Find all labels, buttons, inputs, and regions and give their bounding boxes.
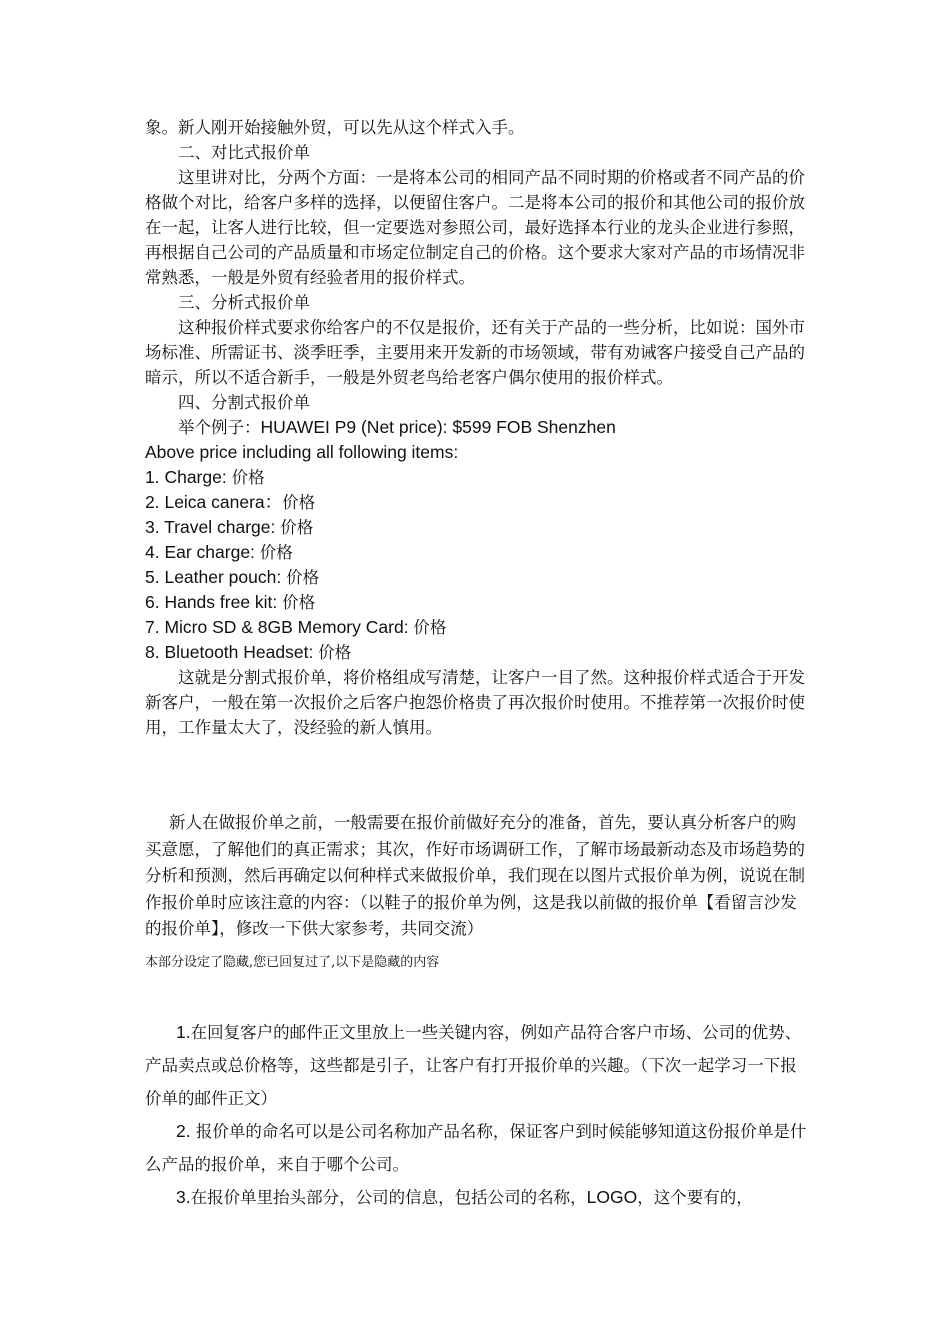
- list-item: 7. Micro SD & 8GB Memory Card: 价格: [145, 617, 447, 637]
- heading-analysis-quote: 三、分析式报价单: [178, 293, 310, 312]
- hidden-content-note: 本部分设定了隐藏,您已回复过了,以下是隐藏的内容: [145, 955, 440, 970]
- preparation-section: [145, 810, 811, 943]
- preparation-paragraph: 新人在做报价单之前，一般需要在报价前做好充分的准备，首先，要认真分析客户的购买意愿，了解他们的真正需求；其次，作好市场调研工作，了解市场最新动态及市场趋势的分析和预测，然后再确定以何种样式来做报价单，我们现在以图片式报价单为例，说说在制作报价单时应该注意的内容：（以鞋子的报价单为例，这是我以前做的报价单【看留言沙发的报价单】，修改一下供大家参考，共同交流）: [145, 813, 805, 938]
- tip-3: 3.在报价单里抬头部分，公司的信息，包括公司的名称，LOGO，这个要有的，: [176, 1187, 753, 1207]
- heading-split-quote: 四、分割式报价单: [178, 393, 310, 412]
- above-price-line: Above price including all following items:: [145, 442, 459, 462]
- list-item: 6. Hands free kit: 价格: [145, 592, 316, 612]
- list-item: 8. Bluetooth Headset: 价格: [145, 642, 352, 662]
- list-item: 4. Ear charge: 价格: [145, 542, 293, 562]
- list-item: 5. Leather pouch: 价格: [145, 567, 320, 587]
- split-quote-paragraph: 这就是分割式报价单，将价格组成写清楚，让客户一目了然。这种报价样式适合于开发新客户，一般在第一次报价之后客户抱怨价格贵了再次报价时使用。不推荐第一次报价时使用，工作量太大了，没经验的新人慎用。: [145, 668, 805, 737]
- hidden-content-note-block: [145, 953, 811, 973]
- intro-tail-paragraph: 象。新人刚开始接触外贸，可以先从这个样式入手。: [145, 118, 525, 137]
- quote-types-section: [145, 115, 811, 740]
- analysis-quote-paragraph: 这种报价样式要求你给客户的不仅是报价，还有关于产品的一些分析，比如说：国外市场标准、所需证书、淡季旺季，主要用来开发新的市场领域，带有劝诫客户接受自己产品的暗示，所以不适合新手，一般是外贸老鸟给老客户偶尔使用的报价样式。: [145, 318, 805, 387]
- tips-section: [145, 1016, 811, 1214]
- tip-1: 1.在回复客户的邮件正文里放上一些关键内容，例如产品符合客户市场、公司的优势、产品卖点或总价格等，这些都是引子，让客户有打开报价单的兴趣。（下次一起学习一下报价单的邮件正文）: [145, 1022, 802, 1108]
- included-items-list: [145, 465, 811, 665]
- tip-2: 2. 报价单的命名可以是公司名称加产品名称，保证客户到时候能够知道这份报价单是什么产品的报价单，来自于哪个公司。: [145, 1121, 807, 1174]
- comparison-quote-paragraph: 这里讲对比，分两个方面：一是将本公司的相同产品不同时期的价格或者不同产品的价格做个对比，给客户多样的选择，以便留住客户。二是将本公司的报价和其他公司的报价放在一起，让客人进行比较，但一定要选对参照公司，最好选择本行业的龙头企业进行参照，再根据自己公司的产品质量和市场定位制定自己的价格。这个要求大家对产品的市场情况非常熟悉，一般是外贸有经验者用的报价样式。: [145, 168, 805, 287]
- example-text: HUAWEI P9 (Net price): $599 FOB Shenzhen: [260, 417, 616, 437]
- list-item: 1. Charge: 价格: [145, 467, 265, 487]
- example-line: [145, 415, 811, 440]
- heading-comparison-quote: 二、对比式报价单: [178, 143, 310, 162]
- list-item: 3. Travel charge: 价格: [145, 517, 314, 537]
- list-item: 2. Leica canera：价格: [145, 492, 316, 512]
- example-prefix: 举个例子：: [178, 418, 261, 437]
